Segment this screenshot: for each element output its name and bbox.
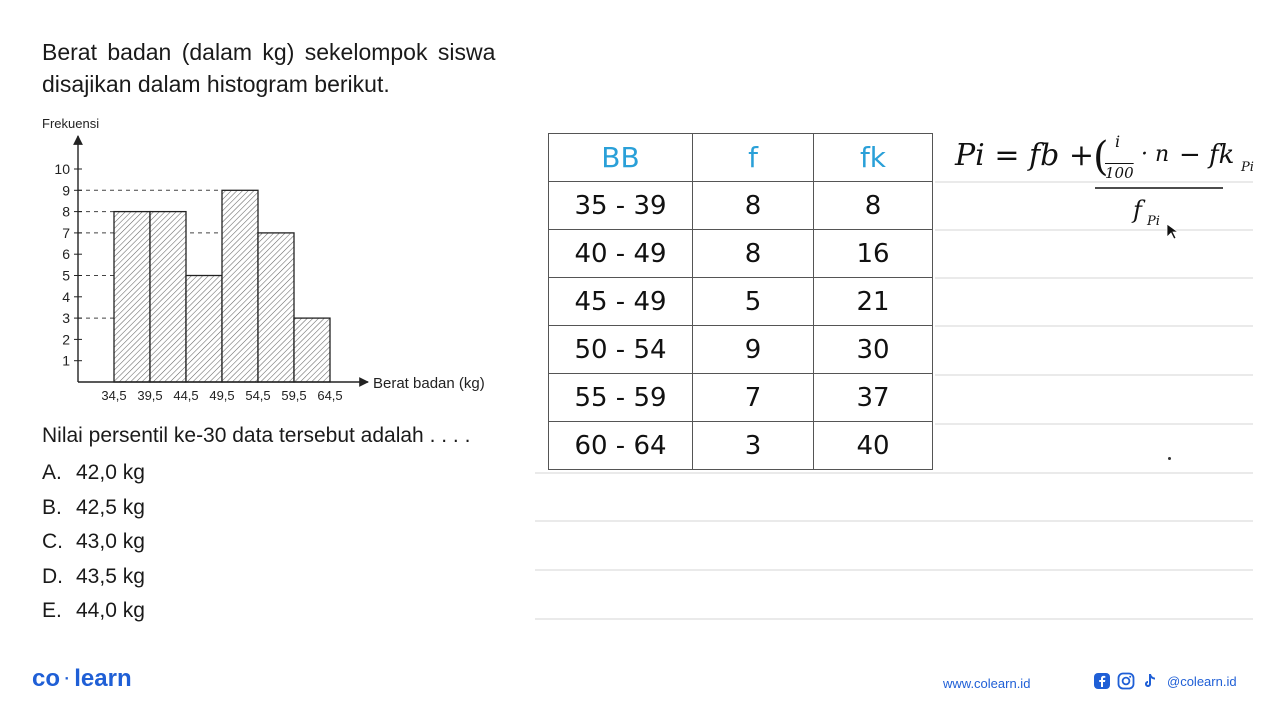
y-tick-label: 7	[62, 224, 70, 241]
option-e[interactable]	[42, 594, 145, 629]
header-f: f	[693, 134, 814, 182]
y-tick-label: 9	[62, 182, 70, 199]
answer-options	[42, 456, 145, 629]
cell-bb: 45 - 49	[549, 278, 693, 326]
option-key: C.	[42, 530, 63, 553]
histogram-bar	[222, 190, 258, 382]
percentile-formula	[955, 130, 1255, 250]
stray-dot	[1168, 457, 1171, 460]
tiktok-icon[interactable]	[1141, 672, 1159, 690]
y-tick-label: 10	[54, 161, 70, 177]
cell-fk: 40	[814, 422, 933, 470]
histogram-svg	[40, 110, 520, 410]
option-text: 42,0 kg	[76, 461, 145, 484]
cell-bb: 35 - 39	[549, 182, 693, 230]
formula-sub: Pi	[1241, 160, 1254, 175]
cell-fk: 8	[814, 182, 933, 230]
bars	[114, 190, 330, 382]
cell-fk: 30	[814, 326, 933, 374]
histogram-bar	[186, 276, 222, 383]
x-tick-label: 64,5	[317, 388, 343, 403]
cursor-icon	[1165, 222, 1181, 242]
option-text: 43,0 kg	[76, 530, 145, 553]
brand-right: learn	[74, 665, 132, 692]
histogram-bar	[294, 318, 330, 382]
y-tick-label: 2	[62, 331, 70, 348]
x-tick-label: 39,5	[137, 388, 163, 403]
option-d[interactable]	[42, 560, 145, 595]
cell-fk: 16	[814, 230, 933, 278]
header-bb: BB	[549, 134, 693, 182]
table-row	[549, 374, 933, 422]
x-tick-label: 59,5	[281, 388, 307, 403]
x-tick-label: 54,5	[245, 388, 271, 403]
problem-statement	[42, 36, 542, 100]
table-row	[549, 182, 933, 230]
option-b[interactable]	[42, 491, 145, 526]
question-text: Nilai persentil ke-30 data tersebut adalah . . . .	[42, 424, 471, 447]
option-key: E.	[42, 599, 62, 622]
brand-separator: ·	[60, 670, 75, 688]
formula-frac-bottom: 100	[1105, 164, 1134, 182]
x-axis-title: Berat badan (kg)	[373, 375, 485, 392]
table-row	[549, 278, 933, 326]
option-c[interactable]	[42, 525, 145, 560]
x-tick-label: 34,5	[101, 388, 127, 403]
problem-line-1: Berat badan (dalam kg) sekelompok siswa	[42, 39, 496, 65]
cell-f: 8	[693, 230, 814, 278]
y-tick-label: 3	[62, 310, 70, 327]
table-row	[549, 326, 933, 374]
frequency-table	[548, 133, 933, 470]
option-key: D.	[42, 564, 63, 588]
instagram-icon[interactable]	[1117, 672, 1135, 690]
histogram	[40, 110, 520, 410]
option-a[interactable]	[42, 456, 145, 491]
cell-fk: 37	[814, 374, 933, 422]
facebook-icon[interactable]	[1093, 672, 1111, 690]
y-tick-label: 4	[62, 288, 70, 305]
formula-times-n: · n	[1141, 142, 1170, 167]
website-link[interactable]: www.colearn.id	[943, 676, 1031, 691]
y-tick-label: 6	[62, 246, 70, 263]
cell-fk: 21	[814, 278, 933, 326]
social-links	[1093, 672, 1237, 690]
formula-paren: (	[1093, 134, 1109, 180]
cell-f: 7	[693, 374, 814, 422]
histogram-bar	[114, 212, 150, 382]
y-tick-label: 1	[62, 352, 70, 369]
cell-bb: 55 - 59	[549, 374, 693, 422]
option-key: A.	[42, 461, 62, 484]
formula-minus: − fk	[1179, 140, 1235, 170]
histogram-bar	[150, 212, 186, 382]
option-text: 42,5 kg	[76, 495, 145, 519]
table-row	[549, 422, 933, 470]
problem-line-2: disajikan dalam histogram berikut.	[42, 71, 390, 97]
y-tick-label: 8	[62, 203, 70, 220]
formula-lhs: Pi = fb +	[955, 138, 1094, 173]
y-tick-label: 5	[62, 267, 70, 284]
table-row	[549, 230, 933, 278]
histogram-bar	[258, 233, 294, 382]
option-text: 44,0 kg	[76, 599, 145, 622]
cell-f: 8	[693, 182, 814, 230]
x-ticks	[101, 388, 342, 403]
cell-f: 3	[693, 422, 814, 470]
x-tick-label: 49,5	[209, 388, 235, 403]
formula-den-sub: Pi	[1147, 214, 1160, 229]
formula-denominator: f	[1133, 196, 1142, 224]
header-fk: fk	[814, 134, 933, 182]
x-tick-label: 44,5	[173, 388, 199, 403]
colearn-logo	[32, 665, 132, 693]
y-axis-title: Frekuensi	[42, 116, 100, 131]
cell-f: 5	[693, 278, 814, 326]
cell-bb: 40 - 49	[549, 230, 693, 278]
formula-frac-top: i	[1115, 132, 1121, 151]
table-header-row	[549, 134, 933, 182]
brand-left: co	[32, 665, 61, 692]
option-key: B.	[42, 495, 62, 519]
option-text: 43,5 kg	[76, 564, 145, 588]
cell-bb: 50 - 54	[549, 326, 693, 374]
cell-f: 9	[693, 326, 814, 374]
cell-bb: 60 - 64	[549, 422, 693, 470]
social-handle[interactable]: @colearn.id	[1167, 673, 1237, 689]
formula-fraction-bar	[1095, 186, 1225, 190]
